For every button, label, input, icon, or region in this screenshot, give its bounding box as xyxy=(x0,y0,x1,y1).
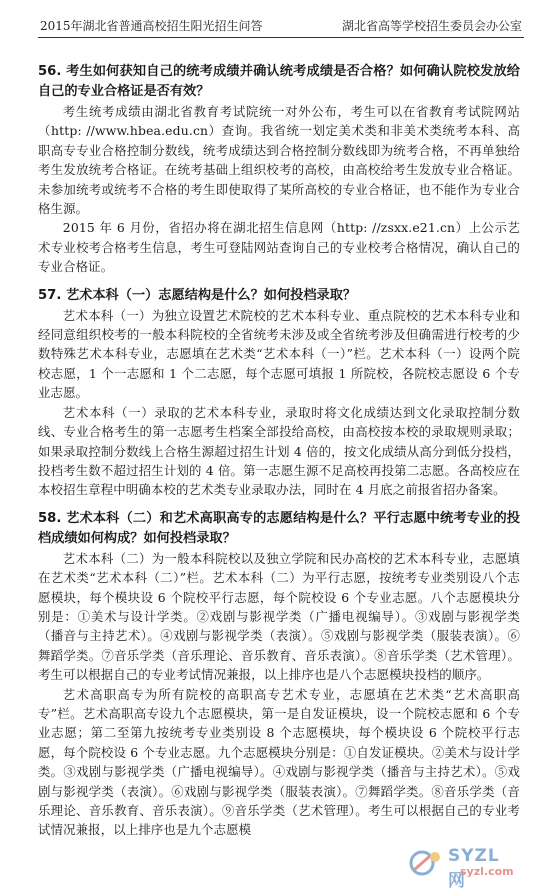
question-57 xyxy=(38,286,520,500)
watermark-logo-icon xyxy=(408,848,444,878)
question-58-title: 58. 艺术本科（二）和艺术高职高专的志愿结构是什么？平行志愿中统考专业的投档成绩如何构成？如何投档录取？ xyxy=(38,510,520,546)
header-divider xyxy=(38,37,524,38)
question-58 xyxy=(38,509,520,840)
question-57-paragraph-2: 艺术本科（一）录取的艺术本科专业，录取时将文化成绩达到文化录取控制分数线、专业合格考生的第一志愿考生档案全部投给高校，由高校按本校的录取规则录取；如果录取控制分数线上合格生源超过招生计划 4 倍的，按文化成绩从高分到低分投档，投档考生数不超过招生计划的 4 倍。第一志愿生源不足高校再投第二志愿。各高校应在本校招生章程中明确本校的艺术类专业录取办法，同时在 4 月底之前报省招办备案。 xyxy=(38,404,520,498)
document-body xyxy=(38,62,520,840)
page-header xyxy=(40,14,522,36)
question-56-paragraph-1: 考生统考成绩由湖北省教育考试院统一对外公布，考生可以在省教育考试院网站（http: //www.hbea.edu.cn）查询。我省统一划定美术类和非美术类统考本科、高职高专专业合格控制分数线，统考成绩达到合格控制分数线即为统考合格，不再单独给考生发放统考合格证。在统考基础上组织校考的高校，由高校给考生发放专业合格证。未参加统考或统考不合格的考生即使取得了某所高校的专业合格证，也不能作为专业合格生源。 xyxy=(38,104,520,217)
header-left-title: 2015年湖北省普通高校招生阳光招生问答 xyxy=(40,18,263,33)
header-right-office: 湖北省高等学校招生委员会办公室 xyxy=(341,18,522,33)
question-57-title: 57. 艺术本科（一）志愿结构是什么？如何投档录取？ xyxy=(38,287,357,303)
site-watermark xyxy=(408,846,518,891)
question-56-paragraph-2: 2015 年 6 月份，省招办将在湖北招生信息网（http: //zsxx.e21.cn）上公示艺术专业校考合格考生信息，考生可登陆网站查询自己的专业校考合格情况，确认自己的专业合格证。 xyxy=(38,220,520,275)
question-57-paragraph-1: 艺术本科（一）为独立设置艺术院校的艺术本科专业、重点院校的艺术本科专业和经同意组织校考的一般本科院校的全省统考未涉及或全省统考涉及但确需进行校考的少数特殊艺术本科专业，志愿填在艺术类“艺术本科（一）”栏。艺术本科（一）设两个院校志愿，1 个一志愿和 1 个二志愿，每个志愿可填报 1 所院校，各院校志愿设 6 个专业志愿。 xyxy=(38,307,520,401)
question-58-paragraph-1: 艺术本科（二）为一般本科院校以及独立学院和民办高校的艺术本科专业，志愿填在艺术类“艺术本科（二）”栏。艺术本科（二）为平行志愿，按统考专业类别设八个志愿模块，每个模块设 6 个院校平行志愿，每个院校设 6 个专业志愿。八个志愿模块分别是：①美术与设计学类。②戏剧与影视学类（广播电视编导）。③戏剧与影视学类（播音与主持艺术）。④戏剧与影视学类（表演）。⑤戏剧与影视学类（服装表演）。⑥舞蹈学类。⑦音乐学类（音乐理论、音乐教育、音乐表演）。⑧音乐学类（艺术管理）。考生可以根据自己的专业考试情况兼报，以上排序也是八个志愿模块投档的顺序。 xyxy=(38,550,520,683)
watermark-domain: syzl.com xyxy=(460,865,514,878)
question-56-title: 56. 考生如何获知自己的统考成绩并确认统考成绩是否合格？如何确认院校发放给自己的专业合格证是否有效？ xyxy=(38,64,520,99)
watermark-brand: SYZL 网 xyxy=(448,846,500,891)
question-56 xyxy=(38,62,520,277)
question-58-paragraph-2: 艺术高职高专为所有院校的高职高专艺术专业，志愿填在艺术类“艺术高职高专”栏。艺术高职高专设九个志愿模块，第一是自发证模块，设一个院校志愿和 6 个专业志愿；第二至第九按统考专业类别设 8 个志愿模块，每个模块设 6 个院校平行志愿，每个院校设 6 个专业志愿。九个志愿模块分别是：①自发证模块。②美术与设计学类。③戏剧与影视学类（广播电视编导）。④戏剧与影视学类（播音与主持艺术）。⑤戏剧与影视学类（表演）。⑥戏剧与影视学类（服装表演）。⑦舞蹈学类。⑧音乐学类（音乐理论、音乐教育、音乐表演）。⑨音乐学类（艺术管理）。考生可以根据自己的专业考试情况兼报，以上排序也是九个志愿模 xyxy=(38,686,520,838)
